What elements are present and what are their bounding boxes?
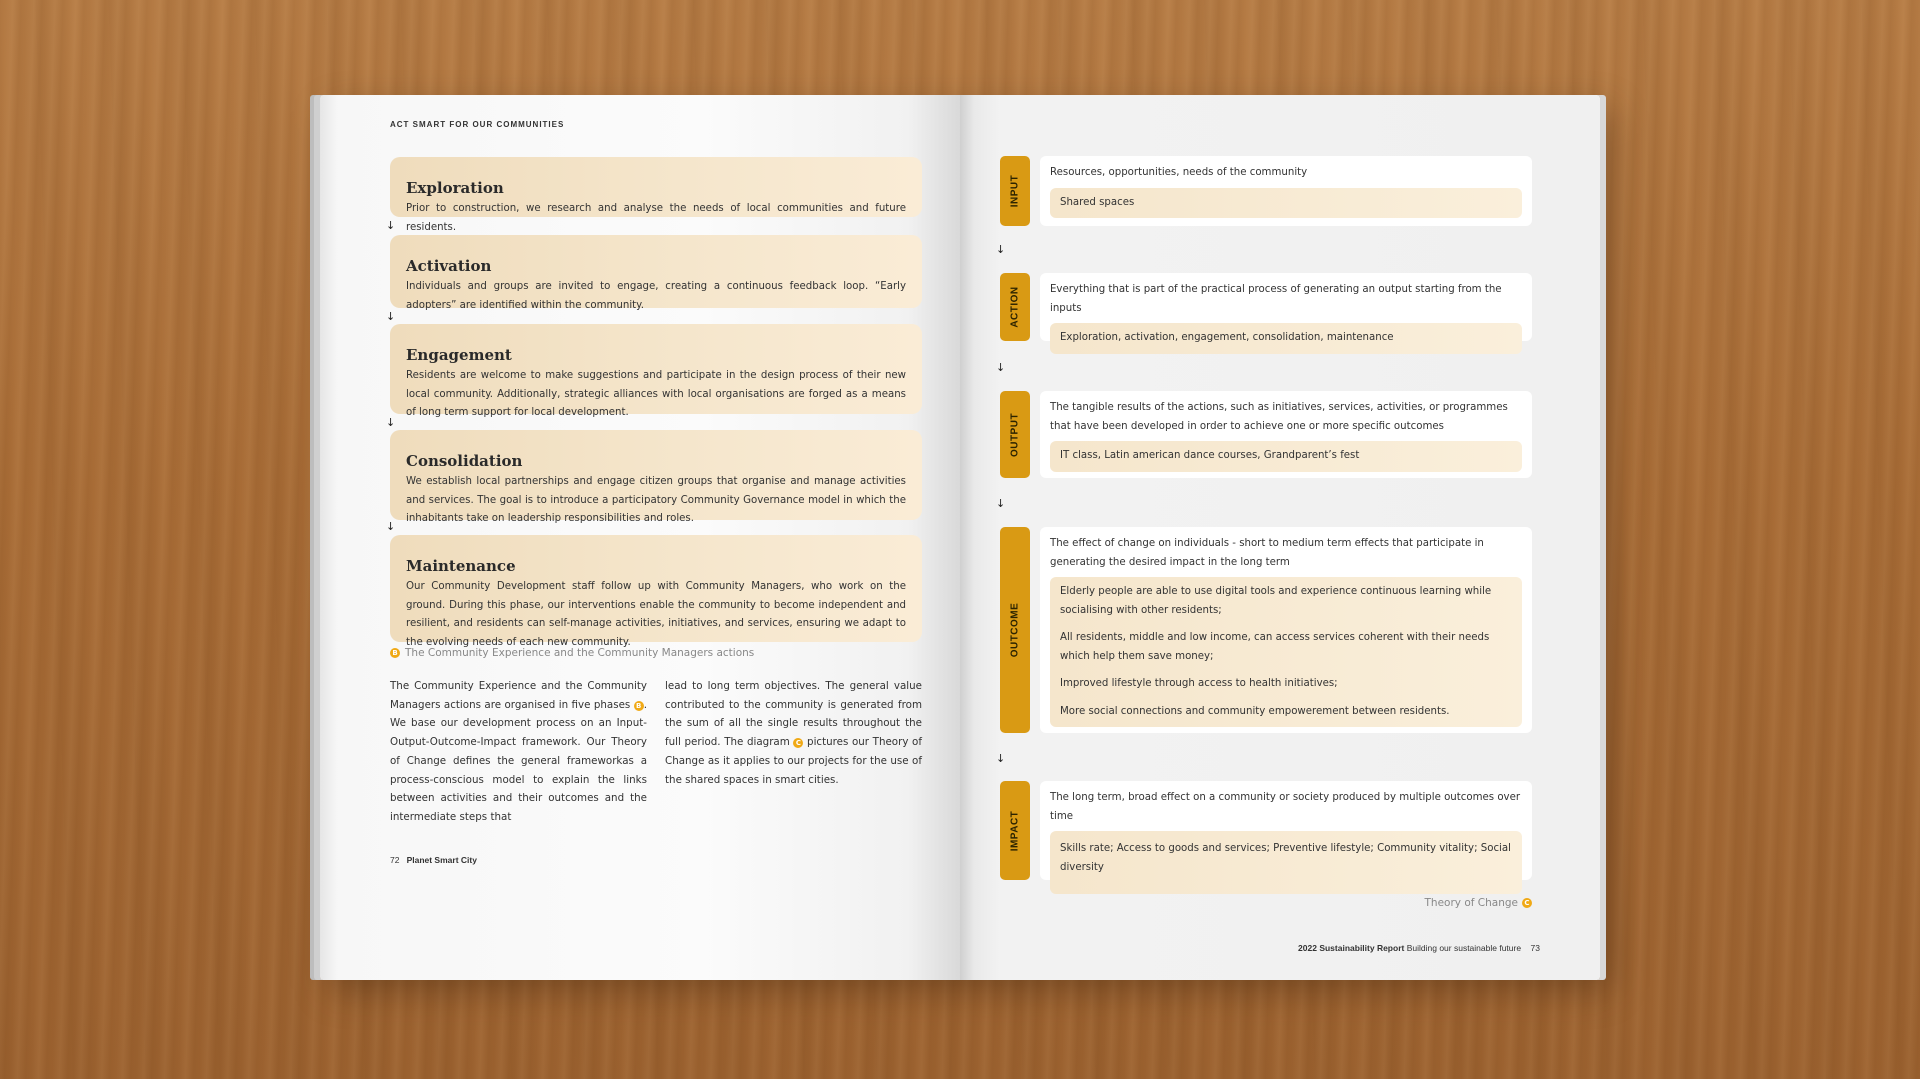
phase-title: Maintenance xyxy=(406,557,516,575)
label-tab-impact xyxy=(1000,781,1030,880)
row-description: Everything that is part of the practical process of generating an output starting from the inputs xyxy=(1050,284,1502,314)
example-item: Improved lifestyle through access to health initiatives; xyxy=(1060,678,1338,689)
marker-c-icon: C xyxy=(1522,898,1532,908)
label-tab-outcome xyxy=(1000,527,1030,733)
phase-text: Residents are welcome to make suggestions and participate in the design process of their new local community. Additionally, strategic alliances with local organisations are forged as a means of long term support for local development. xyxy=(406,370,906,418)
left-page xyxy=(320,95,960,980)
body-text: pictures our Theory of Change as it applies to our projects for the use of the shared spaces in smart cities. xyxy=(665,736,922,786)
example-box xyxy=(1050,577,1522,727)
marker-b-icon: B xyxy=(634,701,644,711)
body-text: . We base our development process on an Input-Output-Outcome-Impact framework. Our Theory of Change defines the general frameworkas a process-conscious model to explain the links between activities and their outcomes and the intermediate steps that xyxy=(390,698,647,823)
example-box xyxy=(1050,831,1522,894)
phase-card-exploration xyxy=(390,157,922,233)
example-item: Exploration, activation, engagement, consolidation, maintenance xyxy=(1060,332,1394,343)
phase-card-consolidation xyxy=(390,430,922,524)
down-arrow-icon: ↓ xyxy=(996,243,1006,256)
row-output xyxy=(1000,391,1532,478)
tab-label: INPUT xyxy=(1009,174,1021,208)
right-page xyxy=(960,95,1600,980)
card-outcome xyxy=(1040,527,1532,733)
tab-label: ACTION xyxy=(1009,286,1021,328)
page-number: 73 xyxy=(1530,943,1540,953)
tab-label: OUTCOME xyxy=(1009,602,1021,658)
row-outcome xyxy=(1000,527,1532,733)
row-input xyxy=(1000,156,1532,226)
figure-caption xyxy=(1425,897,1532,909)
down-arrow-icon: ↓ xyxy=(996,752,1006,765)
example-item: Elderly people are able to use digital tools and experience continuous learning while socialising with other residents; xyxy=(1060,586,1492,616)
phase-title: Activation xyxy=(406,257,492,275)
body-text: The Community Experience and the Community Managers actions are organised in five phases xyxy=(390,680,647,711)
example-box xyxy=(1050,188,1522,219)
label-tab-action xyxy=(1000,273,1030,341)
phase-title: Consolidation xyxy=(406,452,523,470)
body-text: lead to long term objectives. The general value contributed to the community is generated from the sum of all the single results throughout the full period. The diagram xyxy=(665,680,922,749)
label-tab-input xyxy=(1000,156,1030,226)
example-item: IT class, Latin american dance courses, Grandparent’s fest xyxy=(1060,450,1360,461)
left-footer xyxy=(390,855,477,865)
marker-b-icon: B xyxy=(390,648,400,658)
card-impact xyxy=(1040,781,1532,880)
footer-report: 2022 Sustainability Report xyxy=(1298,943,1405,953)
row-action xyxy=(1000,273,1532,341)
marker-c-icon: C xyxy=(793,738,803,748)
down-arrow-icon: ↓ xyxy=(386,310,396,323)
tab-label: OUTPUT xyxy=(1009,412,1021,457)
caption-text: Theory of Change xyxy=(1424,897,1518,909)
down-arrow-icon: ↓ xyxy=(996,361,1006,374)
label-tab-output xyxy=(1000,391,1030,478)
row-description: Resources, opportunities, needs of the community xyxy=(1050,167,1308,178)
phase-text: We establish local partnerships and engage citizen groups that organise and manage activities and services. The goal is to introduce a participatory Community Governance model in which the inhabitants take on leadership responsibilities and roles. xyxy=(406,476,906,524)
section-header: ACT SMART FOR OUR COMMUNITIES xyxy=(390,120,565,129)
phase-card-activation xyxy=(390,235,922,311)
row-description: The effect of change on individuals - short to medium term effects that participate in generating the desired impact in the long term xyxy=(1050,538,1484,568)
example-item: All residents, middle and low income, can access services coherent with their needs which help them save money; xyxy=(1060,632,1490,662)
right-footer xyxy=(1298,943,1540,953)
caption-text: The Community Experience and the Community Managers actions xyxy=(405,647,755,659)
phase-card-maintenance xyxy=(390,535,922,648)
example-box xyxy=(1050,441,1522,472)
down-arrow-icon: ↓ xyxy=(386,416,396,429)
example-box xyxy=(1050,323,1522,354)
down-arrow-icon: ↓ xyxy=(386,219,396,232)
tab-label: IMPACT xyxy=(1009,810,1021,851)
phase-text: Our Community Development staff follow up with Community Managers, who work on the ground. During this phase, our interventions enable the community to become independent and resilient, and residents can self-manage activities, initiatives, and services, ensuring we adapt to the evolving needs of each new community. xyxy=(406,581,906,648)
page-number: 72 xyxy=(390,855,400,865)
phase-card-engagement xyxy=(390,324,922,418)
body-column-2 xyxy=(665,677,922,789)
footer-brand: Planet Smart City xyxy=(406,855,477,865)
card-input xyxy=(1040,156,1532,226)
footer-subtitle: Building our sustainable future xyxy=(1406,943,1522,953)
row-description: The long term, broad effect on a community or society produced by multiple outcomes over time xyxy=(1050,792,1521,822)
card-action xyxy=(1040,273,1532,341)
card-output xyxy=(1040,391,1532,478)
phase-text: Individuals and groups are invited to engage, creating a continuous feedback loop. “Early adopters” are identified within the community. xyxy=(406,281,906,311)
row-description: The tangible results of the actions, such as initiatives, services, activities, or programmes that have been developed in order to achieve one or more specific outcomes xyxy=(1050,402,1508,432)
example-item: Shared spaces xyxy=(1060,196,1135,208)
phase-text: Prior to construction, we research and analyse the needs of local communities and future residents. xyxy=(406,203,906,233)
phase-title: Engagement xyxy=(406,346,512,364)
example-item: More social connections and community empowerement between residents. xyxy=(1060,705,1450,717)
row-impact xyxy=(1000,781,1532,880)
example-item: Skills rate; Access to goods and services; Preventive lifestyle; Community vitality; Social diversity xyxy=(1060,843,1511,873)
down-arrow-icon: ↓ xyxy=(386,520,396,533)
open-book xyxy=(320,95,1600,980)
figure-caption xyxy=(390,647,754,659)
phase-title: Exploration xyxy=(406,179,504,197)
down-arrow-icon: ↓ xyxy=(996,497,1006,510)
body-column-1 xyxy=(390,677,647,827)
